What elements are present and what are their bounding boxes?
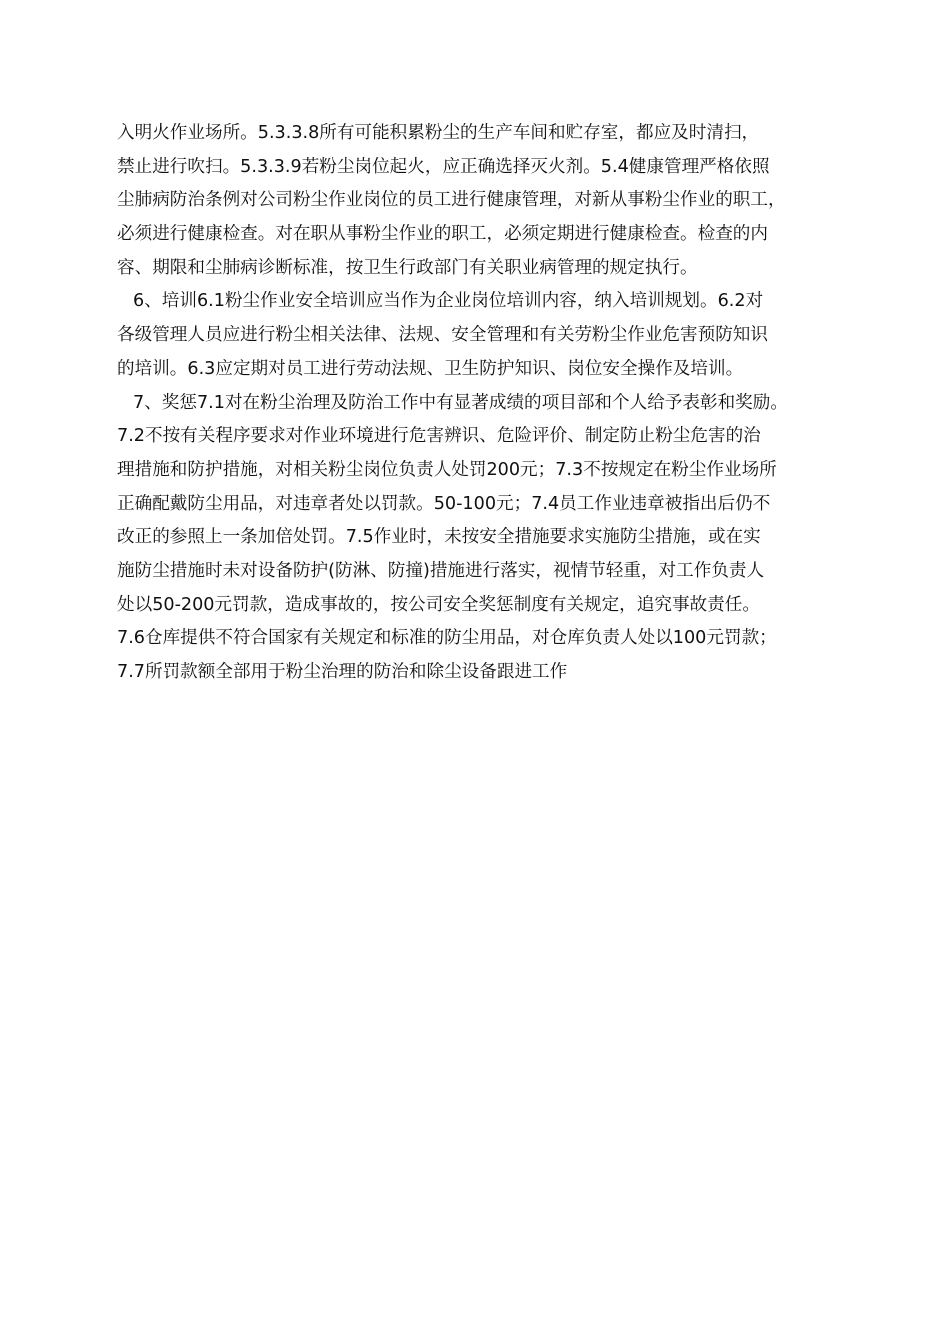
text-line: 的培训。6.3应定期对员工进行劳动法规、卫生防护知识、岗位安全操作及培训。 [117,358,744,379]
text-line: 入明火作业场所。5.3.3.8所有可能积累粉尘的生产车间和贮存室，都应及时清扫， [117,123,760,143]
section-6-heading-line: 6、培训6.1粉尘作业安全培训应当作为企业岗位培训内容，纳入培训规划。6.2对 [133,291,764,312]
text-line: 理措施和防护措施，对相关粉尘岗位负责人处罚200元；7.3不按规定在粉尘作业场所 [117,459,777,480]
text-line: 必须进行健康检查。对在职从事粉尘作业的职工，必须定期进行健康检查。检查的内 [117,224,768,245]
text-line: 容、期限和尘肺病诊断标准，按卫生行政部门有关职业病管理的规定执行。 [117,257,698,278]
text-line: 尘肺病防治条例对公司粉尘作业岗位的员工进行健康管理，对新从事粉尘作业的职工， [117,190,786,211]
text-line: 施防尘措施时未对设备防护(防淋、防撞)措施进行落实，视情节轻重，对工作负责人 [117,560,765,581]
text-line: 7.2不按有关程序要求对作业环境进行危害辨识、危险评价、制定防止粉尘危害的治 [117,426,761,447]
text-line: 7.6仓库提供不符合国家有关规定和标准的防尘用品，对仓库负责人处以100元罚款； [117,628,777,649]
section-7-heading-line: 7、奖惩7.1对在粉尘治理及防治工作中有显著成绩的项目部和个人给予表彰和奖励。 [133,392,788,413]
text-line: 改正的参照上一条加倍处罚。7.5作业时，未按安全措施要求实施防尘措施，或在实 [117,527,761,548]
text-line: 正确配戴防尘用品，对违章者处以罚款。50-100元；7.4员工作业违章被指出后仍不 [117,493,771,514]
document-body [117,117,847,690]
text-line: 处以50-200元罚款，造成事故的，按公司安全奖惩制度有关规定，追究事故责任。 [117,594,760,615]
text-line: 7.7所罚款额全部用于粉尘治理的防治和除尘设备跟进工作 [117,662,568,682]
text-line: 禁止进行吹扫。5.3.3.9若粉尘岗位起火，应正确选择灭火剂。5.4健康管理严格依照 [117,156,770,177]
text-line: 各级管理人员应进行粉尘相关法律、法规、安全管理和有关劳粉尘作业危害预防知识 [117,325,768,346]
